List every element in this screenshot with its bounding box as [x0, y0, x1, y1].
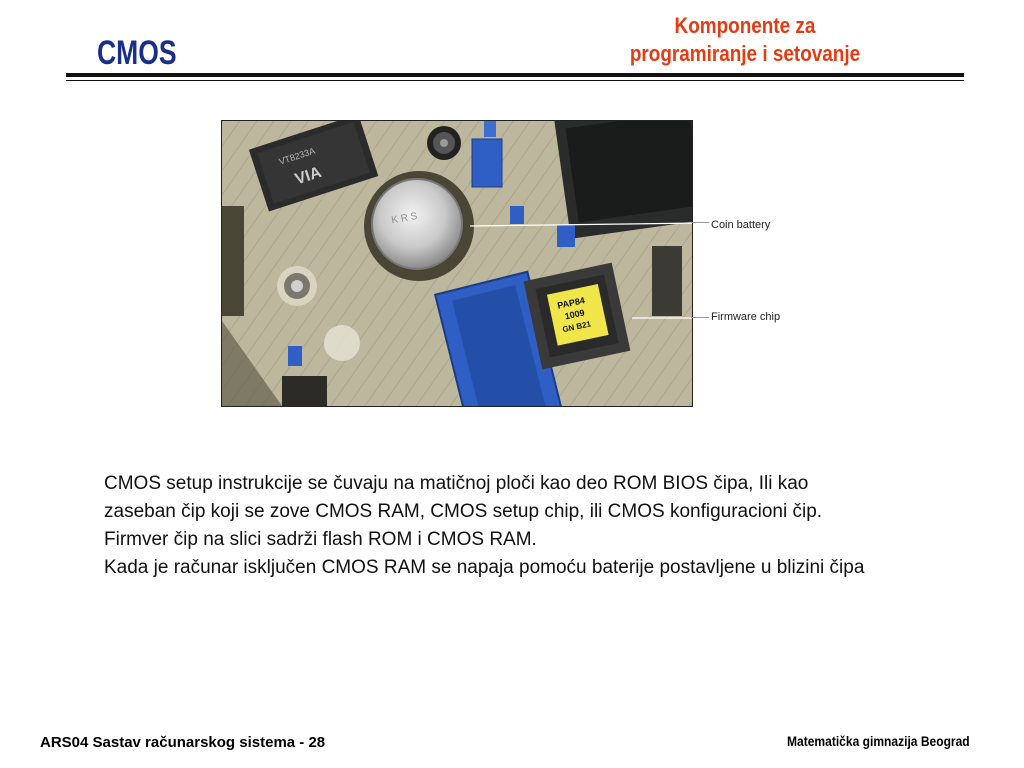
subtitle-line-1: Komponente za: [674, 13, 816, 38]
page-title: CMOS: [97, 34, 177, 72]
firmware-chip-callout: Firmware chip: [711, 311, 781, 323]
body-line: Firmver čip na slici sadrži flash ROM i CMOS RAM.: [104, 529, 537, 550]
coin-battery-leader-ext: [691, 222, 709, 223]
coin-battery-callout: Coin battery: [711, 219, 771, 231]
svg-text:1009: 1009: [563, 307, 586, 322]
footer-course-label: ARS04 Sastav računarskog sistema - 28: [40, 734, 326, 751]
left-connector: [222, 206, 244, 316]
svg-text:PAP84: PAP84: [556, 295, 586, 311]
header-divider-thick: [66, 73, 964, 77]
jumper-bottom: [288, 346, 302, 366]
svg-text:K R S: K R S: [390, 210, 419, 227]
svg-text:VIA: VIA: [292, 163, 324, 189]
motherboard-illustration: [222, 121, 692, 406]
motherboard-photo: [221, 120, 693, 407]
subtitle-line-2: programiranje i setovanje: [629, 41, 861, 66]
svg-text:VT8233A: VT8233A: [277, 145, 317, 167]
page-subtitle: [620, 12, 869, 68]
capacitor: [427, 126, 461, 160]
pin-header: [282, 376, 327, 406]
body-line: Kada je računar isključen CMOS RAM se napaja pomoću baterije postavljene u blizini čipa: [104, 557, 865, 578]
body-line: zaseban čip koji se zove CMOS RAM, CMOS setup chip, ili CMOS konfiguracioni čip.: [104, 501, 823, 522]
white-standoff: [324, 325, 360, 361]
chipset-chip: [554, 121, 692, 239]
body-text: [104, 470, 1019, 582]
right-header: [652, 246, 682, 316]
coin-battery: [364, 171, 474, 281]
jumper-small: [510, 206, 524, 224]
body-line: CMOS setup instrukcije se čuvaju na matičnoj ploči kao deo ROM BIOS čipa, Ili kao: [104, 473, 809, 494]
footer-school-label: Matematička gimnazija Beograd: [787, 733, 970, 749]
firmware-chip-leader-ext: [691, 317, 709, 318]
svg-text:GN B21: GN B21: [561, 319, 592, 335]
header-divider-thin: [66, 80, 964, 81]
mounting-hole: [277, 266, 317, 306]
jumper-small-2: [557, 225, 575, 247]
